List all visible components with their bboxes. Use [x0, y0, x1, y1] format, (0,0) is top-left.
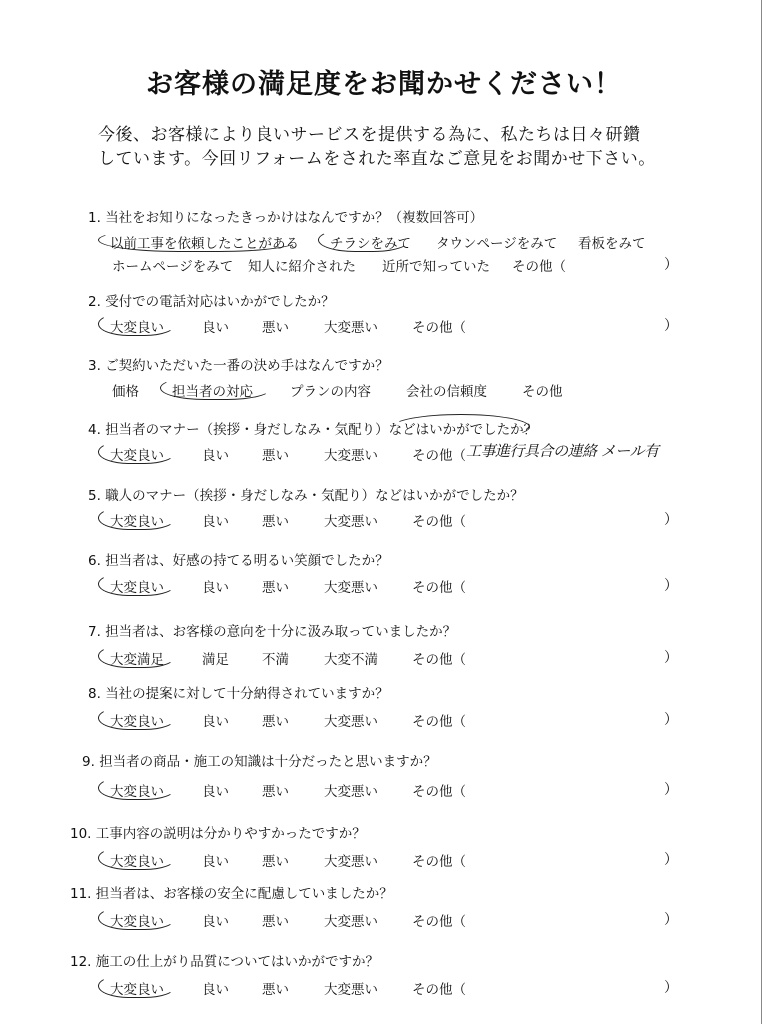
option-label: 満足: [202, 652, 229, 668]
option-label: 大変良い: [110, 854, 164, 870]
option-label: 良い: [202, 514, 229, 530]
option-label: 大変良い: [110, 514, 164, 530]
option-label: 悪い: [262, 580, 289, 596]
question-4: 4. 担当者のマナー（挨拶・身だしなみ・気配り）などはいかがでしたか？: [88, 422, 538, 438]
option-label: 良い: [202, 854, 229, 870]
option-label: 不満: [262, 652, 289, 668]
option-label: その他（: [412, 652, 466, 668]
option-label: 良い: [202, 580, 229, 596]
intro-line-1: 今後、お客様により良いサービスを提供する為に、私たちは日々研鑽: [98, 125, 641, 145]
option-label: 担当者の対応: [172, 384, 253, 400]
close-paren: ）: [664, 512, 678, 528]
option-label: 大変悪い: [324, 580, 378, 596]
option-label: 悪い: [262, 514, 289, 530]
handwritten-comment: 工事進行具合の連絡 メール有: [466, 442, 659, 460]
option-label: その他（: [412, 714, 466, 730]
question-12: 12. 施工の仕上がり品質についてはいかがですか？: [70, 954, 380, 970]
option-label: その他（: [412, 982, 466, 998]
option-label: 良い: [202, 448, 229, 464]
option-label: 大変良い: [110, 580, 164, 596]
option-label: 大変悪い: [324, 448, 378, 464]
option-label: 悪い: [262, 854, 289, 870]
option-label: 大変悪い: [324, 982, 378, 998]
option-label: 近所で知っていた: [382, 259, 490, 275]
option-label: 大変悪い: [324, 714, 378, 730]
option-label: チラシをみて: [330, 236, 411, 252]
option-label: その他（: [412, 854, 466, 870]
option-label: 良い: [202, 914, 229, 930]
option-label: プランの内容: [290, 384, 371, 400]
option-label: 知人に紹介された: [248, 259, 356, 275]
question-9: 9. 担当者の商品・施工の知識は十分だったと思いますか？: [82, 754, 437, 770]
option-label: 大変良い: [110, 784, 164, 800]
option-label: 良い: [202, 982, 229, 998]
option-label: 悪い: [262, 714, 289, 730]
option-label: 会社の信頼度: [406, 384, 487, 400]
close-paren: ）: [664, 912, 678, 928]
option-label: その他（: [412, 580, 466, 596]
close-paren: ）: [664, 650, 678, 666]
question-1: 1. 当社をお知りになったきっかけはなんですか？（複数回答可）: [88, 210, 484, 226]
option-label: 大変良い: [110, 320, 164, 336]
option-label: 良い: [202, 320, 229, 336]
question-2: 2. 受付での電話対応はいかがでしたか？: [88, 294, 335, 310]
option-label: 悪い: [262, 982, 289, 998]
question-3: 3. ご契約いただいた一番の決め手はなんですか？: [88, 358, 389, 374]
option-label: 大変良い: [110, 448, 164, 464]
option-label: その他（: [512, 259, 566, 275]
option-label: 大変悪い: [324, 914, 378, 930]
option-label: タウンページをみて: [436, 236, 558, 252]
option-label: 大変良い: [110, 914, 164, 930]
option-label: 悪い: [262, 320, 289, 336]
option-label: 大変悪い: [324, 320, 378, 336]
option-label: 大変良い: [110, 714, 164, 730]
option-label: 悪い: [262, 914, 289, 930]
option-label: 良い: [202, 714, 229, 730]
page-title: お客様の満足度をお聞かせください！: [146, 69, 622, 100]
intro-line-2: しています。今回リフォームをされた率直なご意見をお聞かせ下さい。: [98, 149, 656, 169]
option-label: 大変満足: [110, 652, 164, 668]
close-paren: ）: [664, 318, 678, 334]
question-7: 7. 担当者は、お客様の意向を十分に汲み取っていましたか？: [88, 624, 457, 640]
option-label: 大変良い: [110, 982, 164, 998]
option-label: 大変不満: [324, 652, 378, 668]
underline-scribble-mark: [392, 414, 530, 440]
question-11: 11. 担当者は、お客様の安全に配慮していましたか？: [70, 886, 393, 902]
question-8: 8. 当社の提案に対して十分納得されていますか？: [88, 686, 389, 702]
scan-edge-line: [761, 0, 762, 1024]
option-label: 大変悪い: [324, 784, 378, 800]
close-paren: ）: [664, 578, 678, 594]
question-6: 6. 担当者は、好感の持てる明るい笑顔でしたか？: [88, 553, 389, 569]
option-label: 以前工事を依頼したことがある: [110, 236, 299, 252]
option-label: 良い: [202, 784, 229, 800]
close-paren: ）: [664, 782, 678, 798]
option-label: ホームページをみて: [112, 259, 234, 275]
option-label: その他（: [412, 784, 466, 800]
close-paren: ）: [664, 712, 678, 728]
option-label: 大変悪い: [324, 514, 378, 530]
option-label: 看板をみて: [578, 236, 646, 252]
option-label: その他（: [412, 320, 466, 336]
option-label: その他: [522, 384, 563, 400]
option-label: その他（: [412, 914, 466, 930]
question-5: 5. 職人のマナー（挨拶・身だしなみ・気配り）などはいかがでしたか？: [88, 488, 524, 504]
option-label: 悪い: [262, 448, 289, 464]
close-paren: ）: [664, 852, 678, 868]
option-label: その他（: [412, 448, 466, 464]
close-paren: ）: [664, 257, 678, 273]
question-10: 10. 工事内容の説明は分かりやすかったですか？: [70, 826, 366, 842]
option-label: 悪い: [262, 784, 289, 800]
option-label: 大変悪い: [324, 854, 378, 870]
option-label: その他（: [412, 514, 466, 530]
option-label: 価格: [112, 384, 139, 400]
close-paren: ）: [664, 980, 678, 996]
